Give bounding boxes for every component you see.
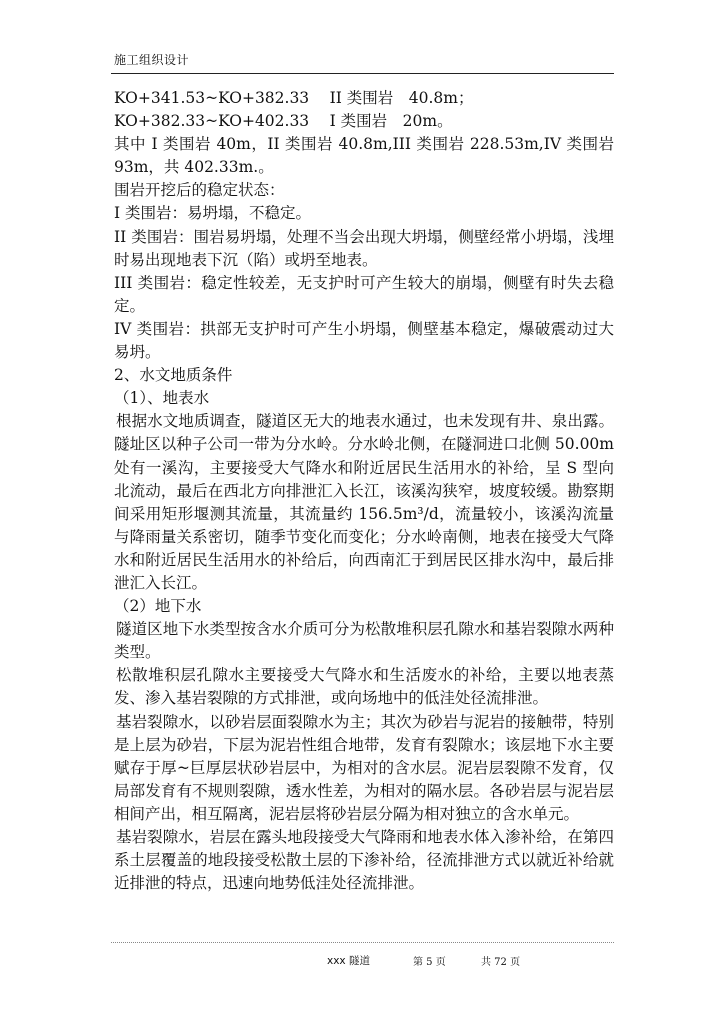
paragraph-class-i: I 类围岩：易坍塌，不稳定。	[114, 204, 312, 223]
footer-page-number: 第 5 页	[413, 957, 446, 968]
subsection-heading-groundwater: （2）地下水	[114, 597, 202, 616]
paragraph-fissure-recharge: 基岩裂隙水，岩层在露头地段接受大气降雨和地表水体入渗补给，在第四系土层覆盖的地段接受松散土层的下渗补给，径流排泄方式以就近补给就近排泄的特点，迅速向地势低洼处径流排泄。	[114, 828, 614, 893]
paragraph-stability-heading: 围岩开挖后的稳定状态：	[114, 181, 285, 200]
footer-divider	[111, 942, 614, 943]
paragraph-class-ii: II 类围岩：围岩易坍塌，处理不当会出现大坍塌，侧壁经常小坍塌，浅埋时易出现地表下沉（陷）或坍至地表。	[114, 227, 614, 269]
paragraph-fissure-water: 基岩裂隙水，以砂岩层面裂隙水为主；其次为砂岩与泥岩的接触带，特别是上层为砂岩，下层为泥岩性组合地带，发育有裂隙水；该层地下水主要赋存于厚~巨厚层状砂岩层中，为相对的含水层。泥岩层裂隙不发育，仅局部发育有不规则裂隙，透水性差，为相对的隔水层。各砂岩层与泥岩层相间产出，相互隔离，泥岩层将砂岩层分隔为相对独立的含水单元。	[114, 712, 614, 823]
paragraph-section-range-2: KO+382.33~KO+402.33 I 类围岩 20m。	[114, 112, 453, 131]
paragraph-class-iii: III 类围岩：稳定性较差，无支护时可产生较大的崩塌，侧壁有时失去稳定。	[114, 273, 614, 315]
paragraph-class-iv: IV 类围岩：拱部无支护时可产生小坍塌，侧壁基本稳定，爆破震动过大易坍。	[114, 319, 614, 362]
footer-total-pages: 共 72 页	[481, 957, 521, 968]
paragraph-section-range-1: KO+341.53~KO+382.33 II 类围岩 40.8m；	[114, 89, 474, 107]
header-divider	[111, 73, 614, 74]
document-body	[114, 87, 614, 895]
paragraph-groundwater-types: 隧道区地下水类型按含水介质可分为松散堆积层孔隙水和基岩裂隙水两种类型。	[114, 620, 614, 662]
paragraph-surface-water: 根据水文地质调查，隧道区无大的地表水通过，也未发现有井、泉出露。隧址区以种子公司一带为分水岭。分水岭北侧，在隧洞进口北侧 50.00m 处有一溪沟，主要接受大气降水和附近居民生活用水的补给，呈 S 型向北流动，最后在西北方向排泄汇入长江，该溪沟狭窄，坡度较缓。勘察期间采用矩形堰测其流量，其流量约 156.5m³/d，流量较小，该溪沟流量与降雨量关系密切，随季节变化而变化；分水岭南侧，地表在接受大气降水和附近居民生活用水的补给后，向西南汇于到居民区排水沟中，最后排泄汇入长江。	[114, 412, 614, 592]
paragraph-pore-water: 松散堆积层孔隙水主要接受大气降水和生活废水的补给，主要以地表蒸发、渗入基岩裂隙的方式排泄，或向场地中的低洼处径流排泄。	[114, 666, 614, 708]
subsection-heading-surface-water: （1）、地表水	[114, 389, 210, 408]
page-header-title: 施工组织设计	[114, 53, 190, 67]
footer-document-name: xxx 隧道	[327, 955, 370, 967]
section-heading-hydrogeology: 2、水文地质条件	[114, 366, 233, 385]
paragraph-rock-class-summary: 其中 I 类围岩 40m，II 类围岩 40.8m,III 类围岩 228.53m,IV 类围岩 93m，共 402.33m.。	[114, 135, 614, 177]
page-footer	[111, 953, 614, 969]
